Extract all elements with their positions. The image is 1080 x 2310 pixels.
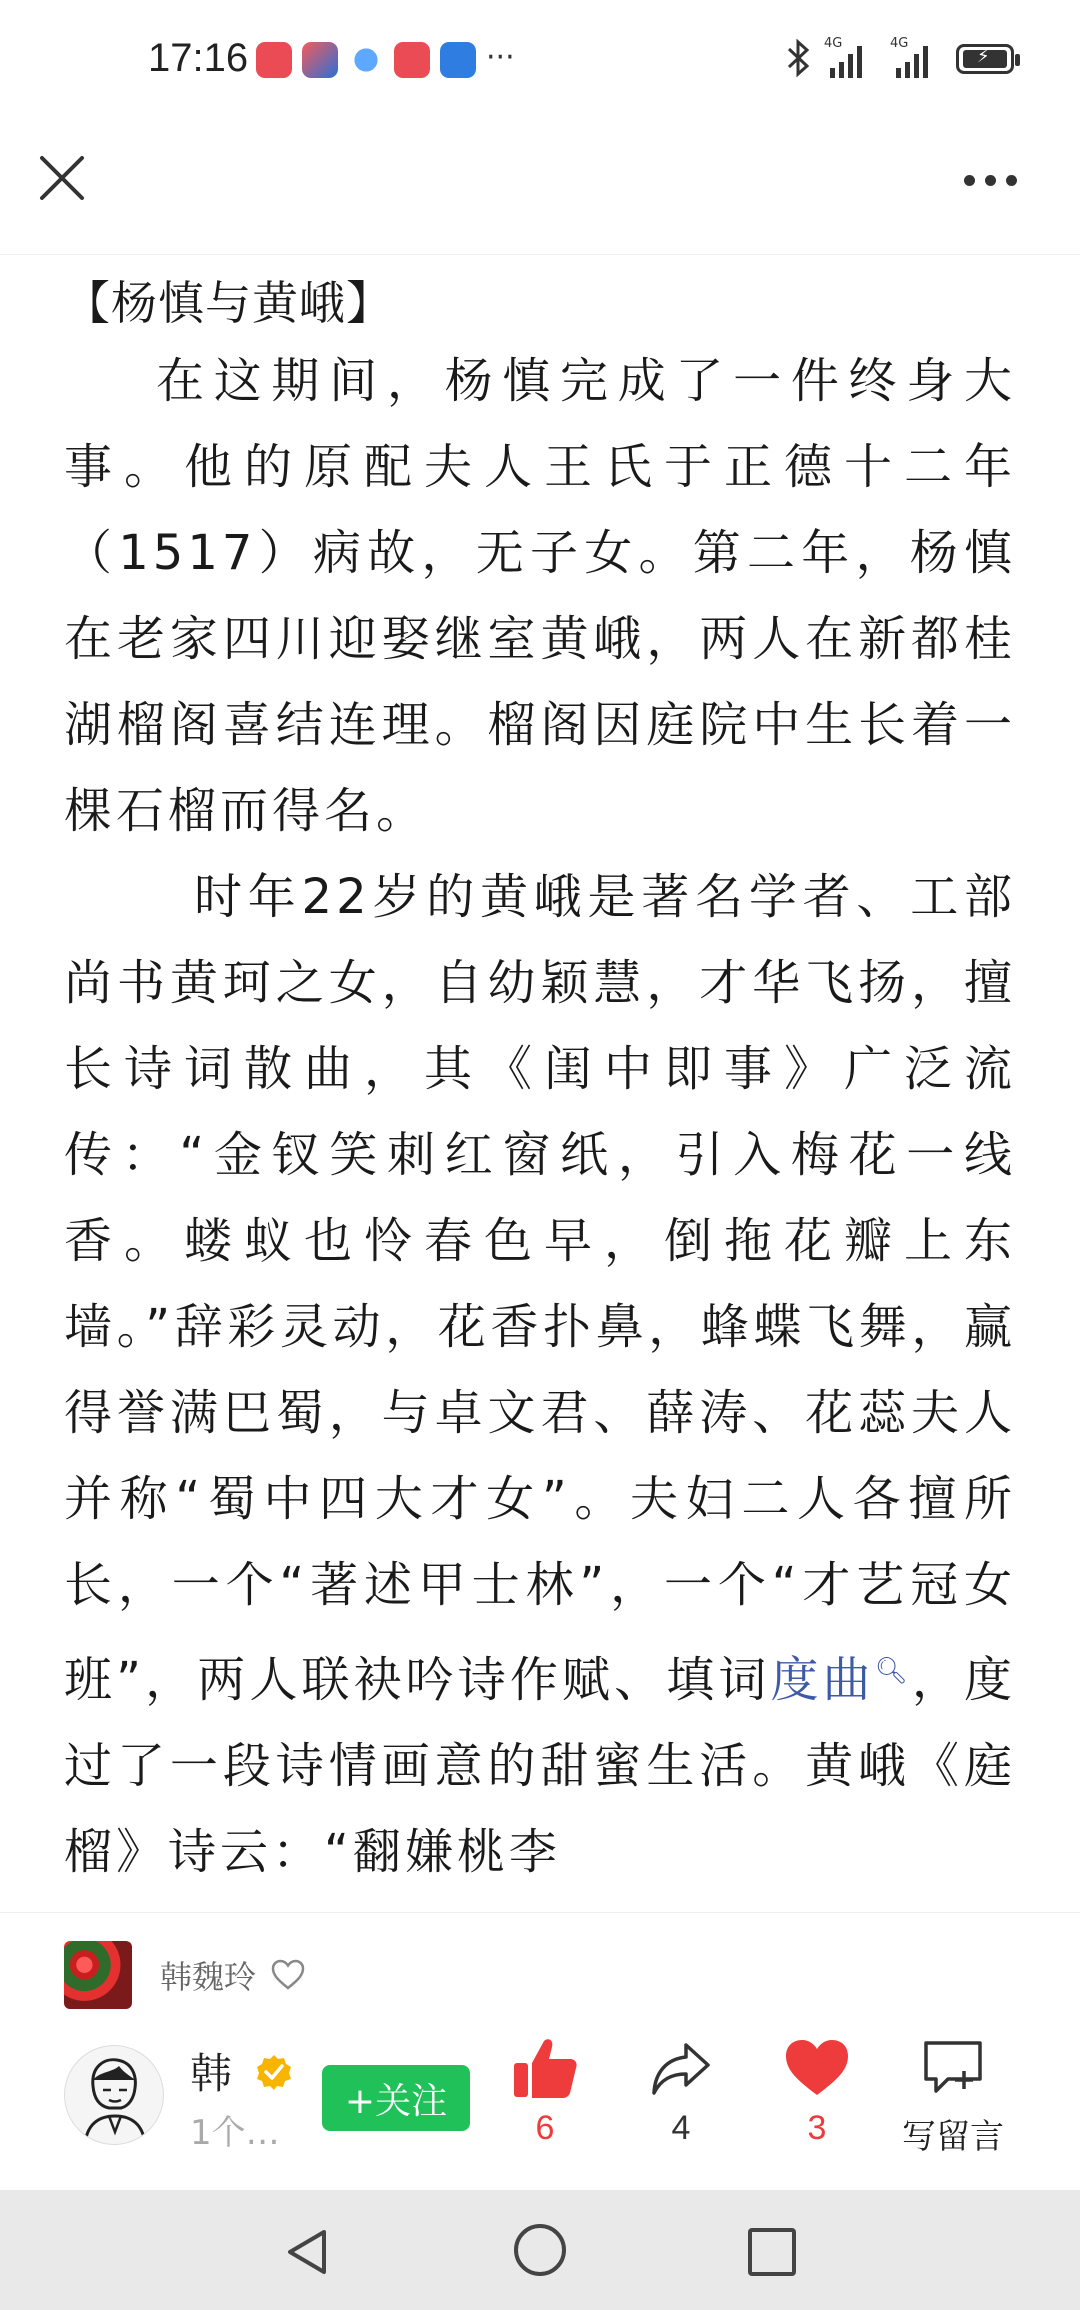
home-icon[interactable] [514, 2224, 566, 2276]
top-navigation [0, 120, 1080, 255]
article-paragraph: 在这期间，杨慎完成了一件终身大事。他的原配夫人王氏于正德十二年（1517）病故，无子女。第二年，杨慎在老家四川迎娶继室黄峨，两人在新都桂湖榴阁喜结连理。榴阁因庭院中生长着一棵石榴而得名。 [64, 353, 1016, 839]
paragraph-text: 时年22岁的黄峨是著名学者、工部尚书黄珂之女，自幼颖慧，才华飞扬，擅长诗词散曲，其《闺中即事》广泛流传：“金钗笑刺红窗纸，引入梅花一线香。蝼蚁也怜春色早，倒拖花瓣上东墙。”辞彩灵动，花香扑鼻，蜂蝶飞舞，赢得誉满巴蜀，与卓文君、薛涛、花蕊夫人并称“蜀中四大才女”。夫妇二人各擅所长，一个“著述甲士林”，一个“才艺冠女班”，两人联袂吟诗作赋、填词 [64, 869, 1016, 1708]
back-icon[interactable] [282, 2226, 332, 2278]
user-name[interactable]: 韩 [190, 2049, 233, 2098]
status-time: 17:16 [148, 36, 249, 80]
system-navigation-bar [0, 2190, 1080, 2310]
browser-icon [348, 42, 384, 78]
share-button[interactable] [621, 2035, 741, 2148]
more-notifications-indicator: ··· [486, 40, 515, 75]
search-icon: 🔍︎ [874, 1656, 912, 1686]
signal-icon [824, 36, 862, 78]
network-type-label: 4G [890, 36, 909, 51]
dot-icon [1006, 175, 1017, 186]
follow-button[interactable]: +关注 [322, 2065, 470, 2131]
write-comment-button[interactable] [893, 2035, 1013, 2158]
action-bar [0, 2035, 1080, 2185]
write-comment-label: 写留言 [902, 2117, 1004, 2157]
recent-apps-icon[interactable] [748, 2228, 796, 2276]
heart-outline-icon[interactable] [270, 1957, 306, 1993]
status-bar [0, 0, 1080, 120]
close-icon [30, 146, 94, 210]
article-heading: 【杨慎与黄峨】 [64, 276, 393, 330]
huawei-store-icon [256, 42, 292, 78]
verified-badge-icon [255, 2053, 293, 2091]
bluetooth-icon [786, 38, 812, 87]
user-subtitle: 1个… [190, 2113, 280, 2153]
close-button[interactable] [30, 146, 94, 210]
game-app-icon [302, 42, 338, 78]
article-body[interactable] [64, 268, 1016, 1908]
network-type-label: 4G [824, 36, 843, 51]
comment-icon [918, 2035, 988, 2101]
author-thumbnail[interactable] [64, 1941, 132, 2009]
heart-icon [782, 2035, 852, 2101]
thumbs-up-icon [510, 2035, 580, 2101]
keyword-link[interactable] [771, 1652, 912, 1708]
dot-icon [985, 175, 996, 186]
divider [0, 1912, 1080, 1913]
share-icon [646, 2035, 716, 2101]
huawei-app-icon [394, 42, 430, 78]
dot-icon [964, 175, 975, 186]
tips-icon [440, 42, 476, 78]
user-avatar[interactable] [64, 2045, 164, 2145]
like-button[interactable] [485, 2035, 605, 2148]
battery-icon: ⚡ [956, 44, 1014, 74]
avatar-sketch [65, 2046, 163, 2144]
signal-icon [890, 36, 928, 78]
author-strip[interactable] [64, 1940, 306, 2010]
paragraph-text: ，度过了一段诗情画意的甜蜜生活。黄峨《庭榴》诗云：“翻嫌桃李 [64, 1652, 1016, 1880]
favorite-count: 3 [807, 2109, 827, 2147]
article-paragraph [64, 854, 1016, 1895]
like-count: 6 [535, 2109, 555, 2147]
share-count: 4 [671, 2109, 691, 2147]
author-name[interactable]: 韩魏玲 [160, 1958, 257, 1996]
more-options-button[interactable] [950, 150, 1030, 210]
favorite-button[interactable] [757, 2035, 877, 2148]
keyword-link-text: 度曲 [770, 1652, 875, 1708]
